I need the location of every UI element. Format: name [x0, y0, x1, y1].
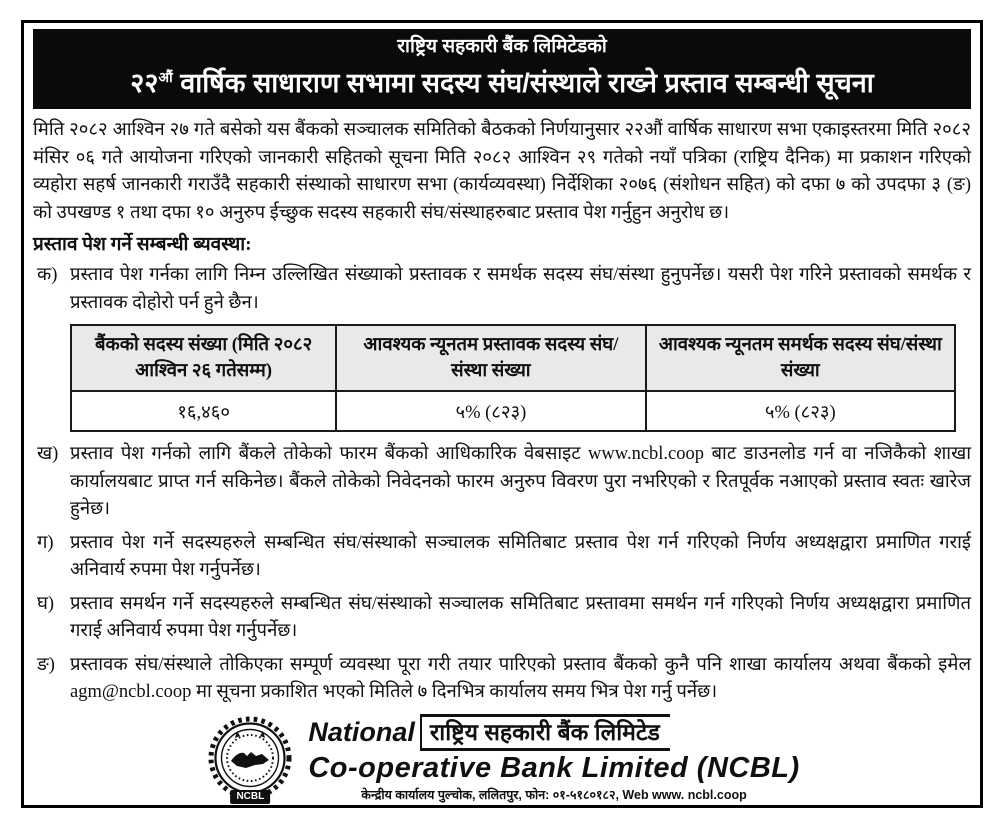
- table-value-members: १६,४६०: [71, 391, 336, 431]
- item-kha-label: ख): [37, 444, 59, 464]
- bank-name-block: [308, 714, 799, 804]
- item-nga: [33, 652, 971, 707]
- header-title: [43, 61, 961, 99]
- section-heading: प्रस्ताव पेश गर्ने सम्बन्धी ब्यवस्था:: [33, 234, 252, 255]
- outer-border: [21, 20, 983, 808]
- bank-name-english: National: [308, 717, 415, 747]
- header-title-text: वार्षिक साधाराण सभामा सदस्य संघ/संस्थाले राख्ने प्रस्ताव सम्बन्धी सूचना: [172, 68, 874, 98]
- item-ga-label: ग): [37, 532, 54, 553]
- table-value-supporters: ५% (८२३): [646, 391, 955, 431]
- item-gha: [33, 591, 971, 646]
- table-header-members: बैंकको सदस्य संख्या (मिति २०८२ आश्विन २६ गतेसम्म): [71, 325, 336, 391]
- item-kha-text: प्रस्ताव पेश गर्नको लागि बैंकले तोकेको फारम बैंकको आधिकारिक वेबसाइट www.ncbl.coop बाट डाउनलोड गर्न वा नजिकैको शाखा कार्यालयबाट प्राप्त गर्न सकिनेछ। बैंकले तोकेको निवेदनको फारम अनुरुप विवरण पुरा नभरिएको र रितपूर्वक नआएको प्रस्ताव स्वतः खारेज हुनेछ।: [70, 444, 971, 519]
- table-header-row: [71, 325, 955, 391]
- bank-address: केन्द्रीय कार्यालय पुल्चोक, ललितपुर, फोन: ०१-५१८०१८२, Web www. ncbl.coop: [361, 787, 747, 802]
- members-table: [70, 324, 956, 432]
- table-value-row: [71, 391, 955, 431]
- table-header-proposers: आवश्यक न्यूनतम प्रस्तावक सदस्य संघ/संस्था संख्या: [336, 325, 645, 391]
- table-header-supporters: आवश्यक न्यूनतम समर्थक सदस्य संघ/संस्था संख्या: [646, 325, 955, 391]
- item-kha: [33, 441, 971, 524]
- item-gha-label: घ): [37, 593, 55, 614]
- bank-name-nepali: राष्ट्रिय सहकारी बैंक लिमिटेड: [420, 714, 670, 751]
- item-ga: [33, 530, 971, 585]
- bank-name-row: [308, 714, 669, 751]
- ncbl-emblem-banner: NCBL: [230, 790, 270, 804]
- item-ka: [33, 262, 971, 317]
- footer-brand-block: [32, 713, 972, 805]
- item-nga-text: प्रस्तावक संघ/संस्थाले तोकिएका सम्पूर्ण व्यवस्था पूरा गरी तयार पारिएको प्रस्ताव बैंकको कुनै पनि शाखा कार्यालय अथवा बैंकको इमेल agm@ncbl.coop मा सूचना प्रकाशित भएको मितिले ७ दिनभित्र कार्यालय समय भित्र पेश गर्नु पर्नेछ।: [70, 654, 971, 702]
- table-value-proposers: ५% (८२३): [336, 391, 645, 431]
- header-title-ordinal: औं: [158, 69, 173, 85]
- item-ka-label: क): [37, 265, 58, 285]
- header-title-number: २२: [130, 68, 159, 98]
- ncbl-emblem-logo: [204, 713, 296, 805]
- item-nga-label: ङ): [37, 654, 55, 675]
- header-subtitle: राष्ट्रिय सहकारी बैंक लिमिटेडको: [397, 36, 607, 57]
- bank-name-english-line2: Co-operative Bank Limited (NCBL): [308, 751, 800, 784]
- item-ka-text: प्रस्ताव पेश गर्नका लागि निम्न उल्लिखित संख्याको प्रस्तावक र समर्थक सदस्य संघ/संस्था हुनुपर्नेछ। यसरी पेश गरिने प्रस्तावको समर्थक र प्रस्तावक दोहोरो पर्न हुने छैन।: [70, 265, 971, 313]
- notice-header: [33, 29, 971, 109]
- intro-paragraph: मिति २०८२ आश्विन २७ गते बसेको यस बैंकको सञ्चालक समितिको बैठकको निर्णयानुसार २२औं वार्षिक साधारण सभा एकाइस्तरमा मिति २०८२ मंसिर ०६ गते आयोजना गरिएको जानकारी सहितको सूचना मिति २०८२ आश्विन २९ गतेको नयाँ पत्रिका (राष्ट्रिय दैनिक) मा प्रकाशन गरिएको व्यहोरा सहर्ष जानकारी गराउँदै सहकारी संस्थाको साधारण सभा (कार्यव्यवस्था) निर्देशिका २०७६ (संशोधन सहित) को दफा ७ को उपदफा ३ (ङ) को उपखण्ड १ तथा दफा १० अनुरुप ईच्छुक सदस्य सहकारी संघ/संस्थाहरुबाट प्रस्ताव पेश गर्नुहुन अनुरोध छ।: [33, 120, 971, 223]
- item-ga-text: प्रस्ताव पेश गर्ने सदस्यहरुले सम्बन्धित संघ/संस्थाको सञ्चालक समितिबाट प्रस्ताव पेश गर्न गरिएको निर्णय अध्यक्षद्वारा प्रमाणित गराई अनिवार्य रुपमा पेश गर्नुपर्नेछ।: [70, 532, 971, 580]
- item-gha-text: प्रस्ताव समर्थन गर्ने सदस्यहरुले सम्बन्धित संघ/संस्थाको सञ्चालक समितिबाट प्रस्तावमा समर्थन गर्न गरिएको निर्णय अध्यक्षद्वारा प्रमाणित गराई अनिवार्य रुपमा पेश गर्नुपर्नेछ।: [70, 593, 971, 641]
